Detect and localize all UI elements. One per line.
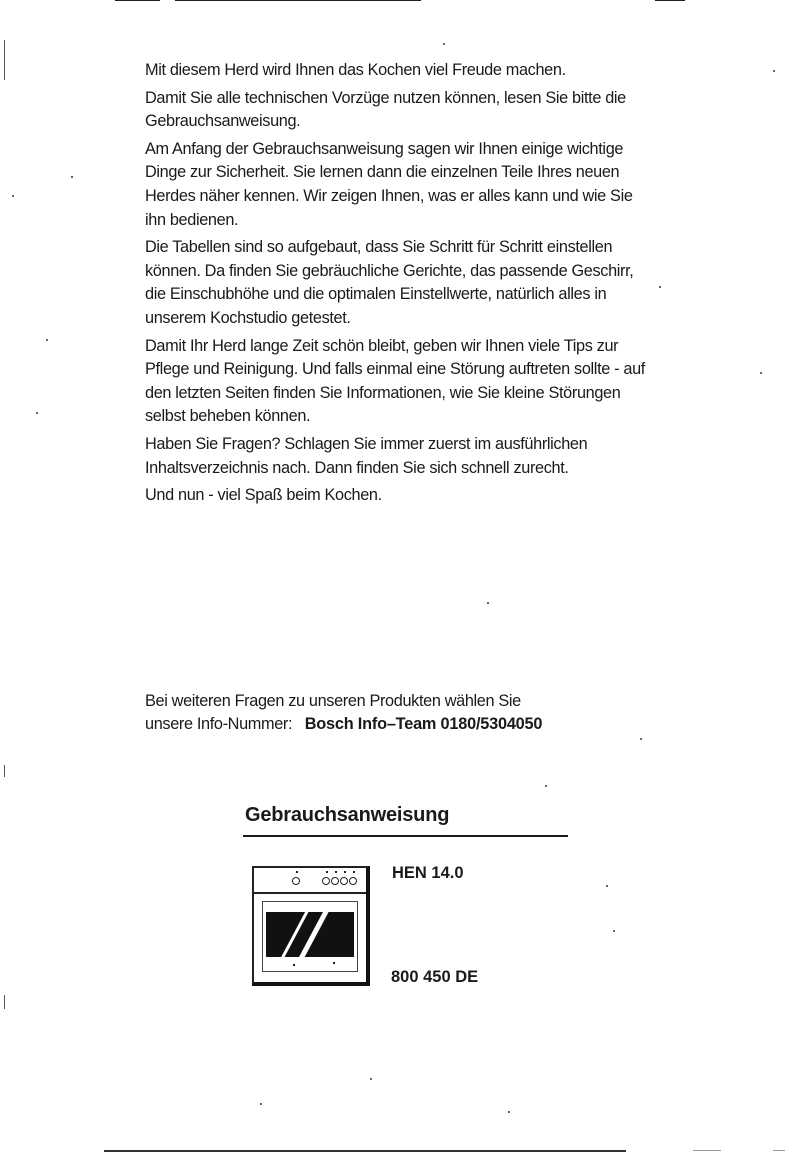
scan-speck xyxy=(545,785,547,787)
indicator-dot xyxy=(335,871,337,873)
intro-paragraph: Mit diesem Herd wird Ihnen das Kochen viel Freude machen. xyxy=(145,61,566,79)
scan-speck xyxy=(487,602,489,604)
door-dot xyxy=(333,962,335,964)
knob-icon xyxy=(331,877,339,885)
scan-edge-top xyxy=(115,0,160,1)
knob-icon xyxy=(340,877,348,885)
scan-edge-bottom xyxy=(693,1150,721,1151)
scan-speck xyxy=(640,738,642,740)
contact-line xyxy=(145,713,665,736)
intro-paragraph: Die Tabellen sind so aufgebaut, dass Sie Schritt für Schritt einstellen können. Da finden Sie gebräuchliche Gerichte, das passende Geschirr, die Einschubhöhe und die optimalen Einstellwerte, natürlich alles in unserem Kochstudio getestet. xyxy=(145,238,634,327)
intro-text xyxy=(145,59,645,512)
scan-speck xyxy=(659,286,661,288)
contact-info xyxy=(145,690,665,736)
knob-icon xyxy=(292,877,300,885)
title-underline xyxy=(243,835,568,837)
indicator-dot xyxy=(296,871,298,873)
scan-speck xyxy=(46,339,48,341)
scan-margin-mark xyxy=(4,765,5,777)
intro-paragraph: Und nun - viel Spaß beim Kochen. xyxy=(145,486,382,505)
scan-edge-bottom xyxy=(104,1150,626,1152)
intro-paragraph: Am Anfang der Gebrauchsanweisung sagen wir Ihnen einige wichtige Dinge zur Sicherheit. Sie lernen dann die einzelnen Teile Ihres neuen Herdes näher kennen. Wir zeigen Ihnen, was er alles kann und wie Sie ihn bedienen. xyxy=(145,139,633,229)
knob-icon xyxy=(322,877,330,885)
intro-paragraph: Damit Sie alle technischen Vorzüge nutzen können, lesen Sie bitte die Gebrauchsanweisung. xyxy=(145,88,626,131)
scan-edge-top xyxy=(256,0,421,1)
door-dot xyxy=(293,964,295,966)
scan-speck xyxy=(370,1078,372,1080)
oven-window xyxy=(266,912,354,957)
scan-speck xyxy=(36,412,38,414)
scan-speck xyxy=(260,1103,262,1105)
indicator-dot xyxy=(344,871,346,873)
intro-paragraph: Haben Sie Fragen? Schlagen Sie immer zuerst im ausführlichen Inhaltsverzeichnis nach. Dann finden Sie sich schnell zurecht. xyxy=(145,434,588,477)
scan-speck xyxy=(12,195,14,197)
scan-speck xyxy=(443,43,445,45)
oven-icon xyxy=(252,866,370,986)
cover-title-block xyxy=(243,804,568,837)
indicator-dot xyxy=(353,871,355,873)
scan-edge-bottom xyxy=(773,1150,785,1151)
intro-paragraph: Damit Ihr Herd lange Zeit schön bleibt, geben wir Ihnen viele Tips zur Pflege und Reinigung. Und falls einmal eine Störung auftreten sollte - auf den letzten Seiten finden Sie Informationen, wie Sie kleine Störungen selbst beheben können. xyxy=(145,336,645,426)
model-number: HEN 14.0 xyxy=(392,864,464,882)
scan-speck xyxy=(613,930,615,932)
hotline-number: Bosch Info–Team 0180/5304050 xyxy=(304,715,543,733)
part-number: 800 450 DE xyxy=(391,968,479,986)
contact-line: Bei weiteren Fragen zu unseren Produkten wählen Sie xyxy=(145,692,521,710)
oven-door xyxy=(262,901,358,972)
scan-speck xyxy=(508,1111,510,1113)
contact-prefix: unsere Info-Nummer: xyxy=(145,715,293,733)
scan-speck xyxy=(606,885,608,887)
document-title: Gebrauchsanweisung xyxy=(245,804,450,826)
scan-speck xyxy=(760,372,762,374)
scan-margin-mark xyxy=(4,995,5,1009)
knob-icon xyxy=(349,877,357,885)
scan-speck xyxy=(773,70,775,72)
scan-margin-mark xyxy=(4,40,5,80)
indicator-dot xyxy=(326,871,328,873)
scan-edge-top xyxy=(655,0,685,1)
scan-speck xyxy=(71,176,73,178)
oven-control-panel xyxy=(254,868,366,894)
